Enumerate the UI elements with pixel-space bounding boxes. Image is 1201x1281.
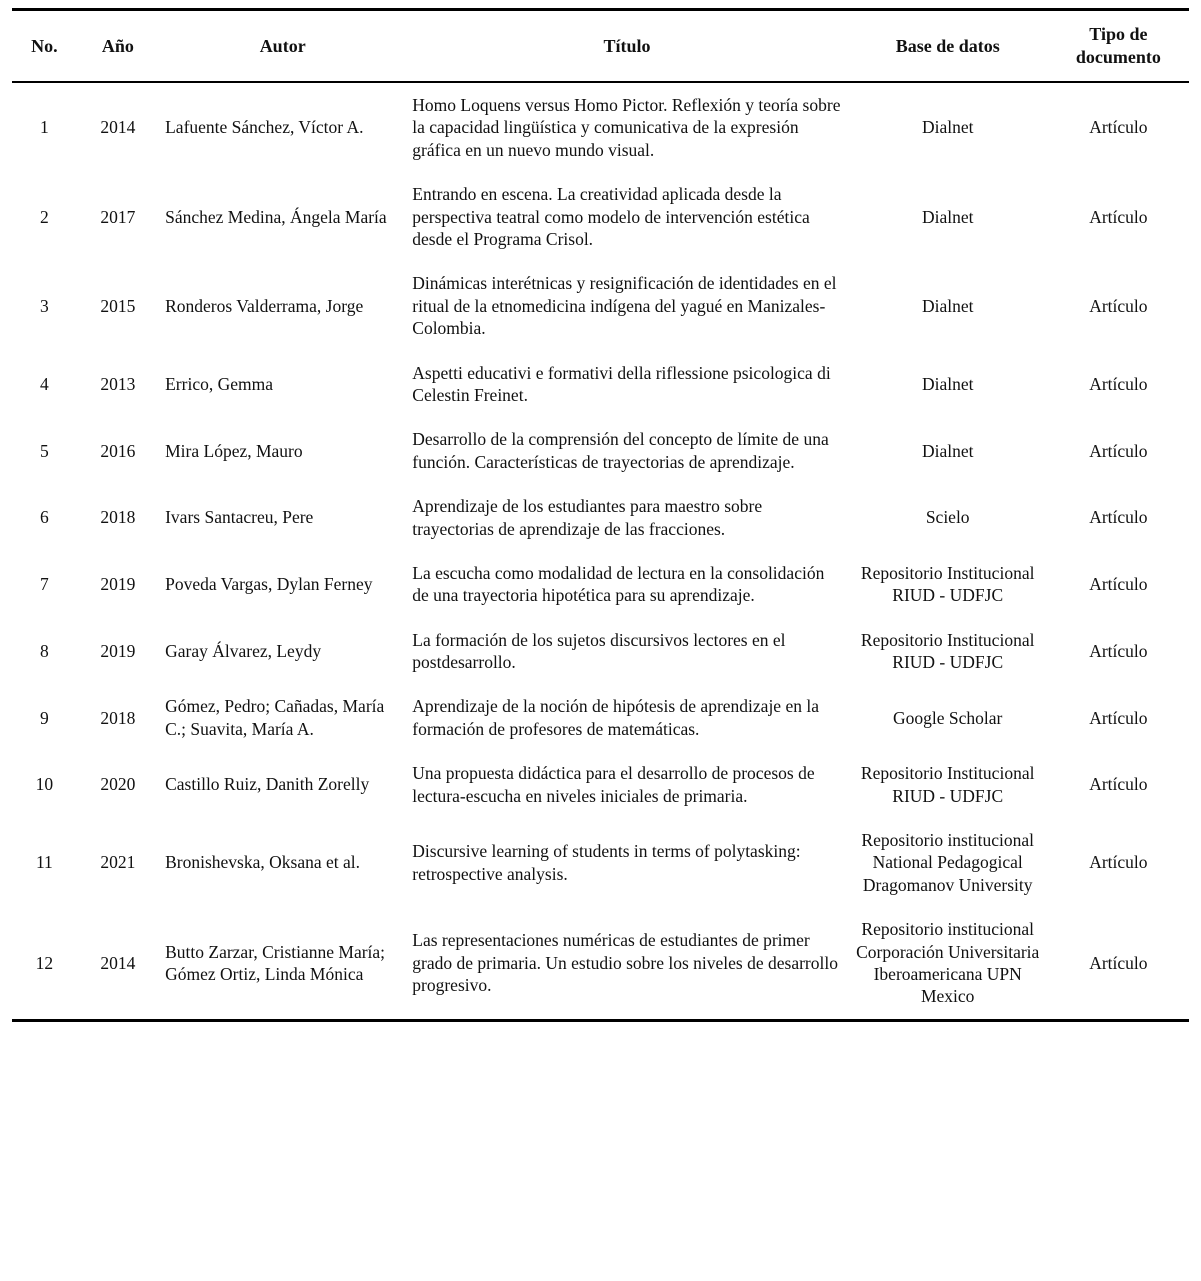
cell-title: Homo Loquens versus Homo Pictor. Reflexión y teoría sobre la capacidad lingüística y comunicativa de la expresión gráfica en un nuevo mundo visual. — [412, 95, 841, 160]
cell-database: Dialnet — [921, 117, 974, 138]
cell-title: Una propuesta didáctica para el desarrollo de procesos de lectura-escucha en niveles iniciales de primaria. — [412, 763, 815, 806]
column-header-title: Título — [406, 10, 847, 83]
cell-title: La escucha como modalidad de lectura en la consolidación de una trayectoria hipotética para su aprendizaje. — [412, 562, 825, 606]
column-header-author: Autor — [159, 10, 406, 83]
cell-no: 6 — [39, 507, 49, 528]
cell-database: Dialnet — [921, 295, 974, 316]
cell-database: Dialnet — [921, 206, 974, 227]
cell-no: 2 — [39, 206, 49, 227]
cell-author: Gómez, Pedro; Cañadas, María C.; Suavita, María A. — [165, 696, 385, 739]
cell-database: Repositorio institucional National Pedagogical Dragomanov University — [861, 830, 1034, 895]
cell-doc-type: Artículo — [1089, 852, 1148, 873]
cell-database: Scielo — [925, 507, 970, 528]
table-row — [12, 684, 1189, 751]
cell-author: Bronishevska, Oksana et al. — [165, 852, 360, 873]
cell-year: 2014 — [100, 952, 136, 973]
cell-author: Ivars Santacreu, Pere — [165, 507, 314, 528]
cell-database: Repositorio institucional Corporación Universitaria Iberoamericana UPN Mexico — [856, 919, 1040, 1007]
cell-no: 11 — [35, 852, 53, 873]
table-row — [12, 551, 1189, 618]
cell-no: 7 — [39, 574, 49, 595]
literature-review-table — [12, 8, 1189, 1022]
cell-title: Las representaciones numéricas de estudiantes de primer grado de primaria. Un estudio sobre los niveles de desarrollo progresivo. — [412, 930, 838, 996]
table-body — [12, 82, 1189, 1020]
cell-author: Sánchez Medina, Ángela María — [165, 206, 387, 227]
table-row — [12, 618, 1189, 685]
cell-title: Desarrollo de la comprensión del concepto de límite de una función. Características de trayectorias de aprendizaje. — [412, 429, 829, 472]
cell-year: 2018 — [100, 507, 136, 528]
cell-no: 8 — [39, 640, 49, 661]
cell-doc-type: Artículo — [1089, 373, 1148, 394]
cell-year: 2021 — [100, 852, 136, 873]
cell-year: 2013 — [100, 373, 136, 394]
cell-doc-type: Artículo — [1089, 440, 1148, 461]
column-header-database: Base de datos — [848, 10, 1048, 83]
table-row — [12, 484, 1189, 551]
cell-author: Castillo Ruiz, Danith Zorelly — [165, 774, 370, 795]
table-header-row — [12, 10, 1189, 83]
cell-database: Repositorio Institucional RIUD - UDFJC — [860, 763, 1035, 806]
cell-database: Repositorio Institucional RIUD - UDFJC — [860, 562, 1035, 606]
cell-title: Discursive learning of students in terms of polytasking: retrospective analysis. — [412, 841, 801, 884]
cell-no: 5 — [39, 440, 49, 461]
table-row — [12, 417, 1189, 484]
cell-doc-type: Artículo — [1089, 707, 1148, 728]
cell-doc-type: Artículo — [1089, 117, 1148, 138]
cell-title: Aprendizaje de la noción de hipótesis de aprendizaje en la formación de profesores de matemáticas. — [412, 696, 819, 739]
column-header-no: No. — [12, 10, 77, 83]
cell-title: Entrando en escena. La creatividad aplicada desde la perspectiva teatral como modelo de intervención estética desde el Programa Crisol. — [412, 184, 810, 250]
cell-year: 2020 — [100, 774, 136, 795]
table-row — [12, 907, 1189, 1020]
column-header-year: Año — [77, 10, 159, 83]
cell-doc-type: Artículo — [1089, 952, 1148, 973]
cell-doc-type: Artículo — [1089, 640, 1148, 661]
cell-author: Errico, Gemma — [165, 373, 273, 394]
cell-title: La formación de los sujetos discursivos lectores en el postdesarrollo. — [412, 629, 786, 673]
column-header-doc-type: Tipo de documento — [1048, 10, 1189, 83]
cell-author: Mira López, Mauro — [165, 440, 303, 461]
cell-no: 1 — [39, 117, 49, 138]
cell-year: 2017 — [100, 206, 136, 227]
cell-year: 2019 — [100, 640, 136, 661]
cell-no: 9 — [39, 707, 49, 728]
cell-no: 12 — [35, 952, 54, 973]
cell-title: Aspetti educativi e formativi della riflessione psicologica di Celestin Freinet. — [412, 362, 831, 405]
cell-no: 4 — [39, 373, 49, 394]
cell-title: Aprendizaje de los estudiantes para maestro sobre trayectorias de aprendizaje de las fracciones. — [412, 496, 763, 539]
cell-no: 3 — [39, 295, 49, 316]
cell-doc-type: Artículo — [1089, 574, 1148, 595]
cell-doc-type: Artículo — [1089, 507, 1148, 528]
cell-title: Dinámicas interétnicas y resignificación de identidades en el ritual de la etnomedicina indígena del yagué en Manizales-Colombia. — [412, 273, 837, 339]
cell-year: 2018 — [100, 707, 136, 728]
table-row — [12, 82, 1189, 172]
cell-year: 2014 — [100, 117, 136, 138]
cell-author: Poveda Vargas, Dylan Ferney — [165, 574, 373, 595]
cell-doc-type: Artículo — [1089, 206, 1148, 227]
cell-year: 2016 — [100, 440, 136, 461]
table-row — [12, 172, 1189, 261]
table-row — [12, 351, 1189, 418]
table-row — [12, 261, 1189, 350]
cell-author: Butto Zarzar, Cristianne María; Gómez Ortiz, Linda Mónica — [165, 941, 386, 984]
cell-database: Google Scholar — [893, 707, 1003, 728]
cell-doc-type: Artículo — [1089, 774, 1148, 795]
cell-database: Repositorio Institucional RIUD - UDFJC — [860, 629, 1035, 673]
cell-database: Dialnet — [921, 373, 974, 394]
cell-year: 2019 — [100, 574, 136, 595]
cell-author: Ronderos Valderrama, Jorge — [165, 295, 364, 316]
table-row — [12, 818, 1189, 907]
table-row — [12, 751, 1189, 818]
cell-database: Dialnet — [921, 440, 974, 461]
cell-author: Lafuente Sánchez, Víctor A. — [165, 117, 364, 138]
cell-author: Garay Álvarez, Leydy — [165, 640, 322, 661]
cell-no: 10 — [35, 774, 54, 795]
cell-year: 2015 — [100, 295, 136, 316]
cell-doc-type: Artículo — [1089, 295, 1148, 316]
